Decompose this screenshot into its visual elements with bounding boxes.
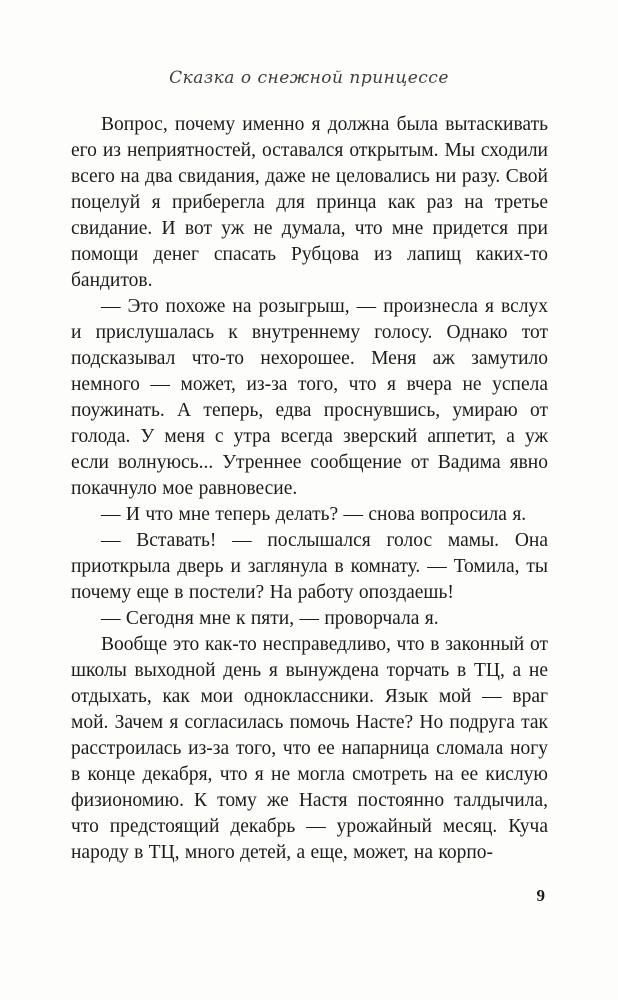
- running-title: Сказка о снежной принцессе: [169, 68, 449, 88]
- page-number: 9: [536, 886, 545, 905]
- paragraph: Вообще это как-то несправедливо, что в законный от школы выходной день я вынуждена торчать в ТЦ, а не отдыхать, как мои одноклассники. Язык мой — враг мой. Зачем я согласилась помочь Насте? Но подруга так расстроилась из-за того, что ее напарница сломала ногу в конце декабря, что я не могла смотреть на ее кислую физиономию. К тому же Настя постоянно талдычила, что предстоящий декабрь — урожайный месяц. Куча народу в ТЦ, много детей, а еще, может, на корпо-: [71, 634, 548, 863]
- paragraph: — Вставать! — послышался голос мамы. Она приоткрыла дверь и заглянула в комнату. — Томила, ты почему еще в постели? На работу опоздаешь!: [71, 530, 548, 603]
- paragraph: — И что мне теперь делать? — снова вопросила я.: [101, 504, 527, 525]
- paragraph: Вопрос, почему именно я должна была вытаскивать его из неприятностей, оставался открытым. Мы сходили всего на два свидания, даже не целовались ни разу. Свой поцелуй я приберегла для принца как раз на третье свидание. И вот уж не думала, что мне придется при помощи денег спасать Рубцова из лапищ каких-то бандитов.: [71, 114, 548, 291]
- page-body: [71, 112, 548, 866]
- paragraph: — Сегодня мне к пяти, — проворчала я.: [101, 608, 439, 629]
- paragraph: — Это похоже на розыгрыш, — произнесла я вслух и прислушалась к внутреннему голосу. Однако тот подсказывал что-то нехорошее. Меня аж замутило немного — может, из-за того, что я вчера не успела поужинать. А теперь, едва проснувшись, умираю от голода. У меня с утра всегда зверский аппетит, а уж если волнуюсь... Утреннее сообщение от Вадима явно покачнуло мое равновесие.: [71, 296, 548, 499]
